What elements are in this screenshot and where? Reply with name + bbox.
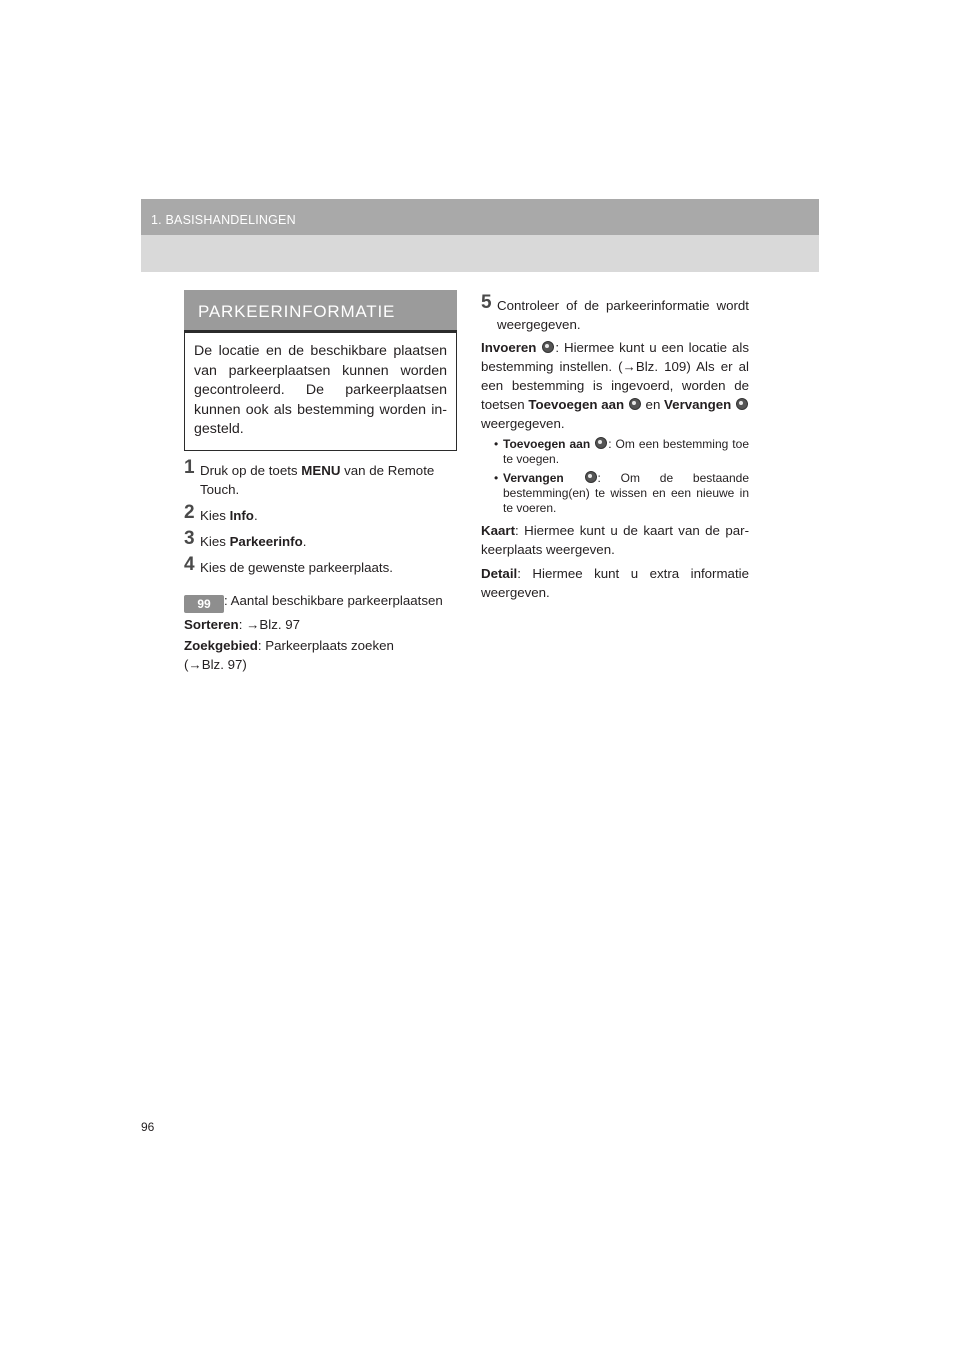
intro-text: De locatie en de beschikbare plaatsen van parkeerplaatsen kunnen worden gecontroleerd. De parkeerplaatsen kunnen ook als bestemming worden in-gesteld. bbox=[194, 343, 447, 437]
invoeren-paragraph bbox=[481, 338, 749, 433]
section-title: PARKEERINFORMATIE bbox=[198, 302, 396, 321]
button-icon bbox=[542, 341, 554, 353]
step-key: Parkeerinfo bbox=[229, 533, 303, 549]
button-icon bbox=[736, 398, 748, 410]
step-text: Kies bbox=[200, 507, 230, 523]
right-column bbox=[481, 292, 749, 602]
step-text: Kies de gewenste parkeerplaats. bbox=[200, 559, 393, 575]
section-label: 1. BASISHANDELINGEN bbox=[151, 213, 296, 227]
step-text: van de Remote Touch. bbox=[200, 462, 435, 497]
step-key: Info bbox=[229, 507, 254, 523]
detail-text: : Hiermee kunt u extra informatie weergeven. bbox=[481, 566, 749, 600]
kaart-label: Kaart bbox=[481, 523, 515, 538]
step-number: 1 bbox=[184, 456, 195, 478]
search-area-text: : Parkeerplaats zoeken bbox=[257, 637, 394, 653]
toevoegen-label: Toevoegen aan bbox=[528, 397, 625, 412]
parking-count-badge: 99 bbox=[184, 595, 224, 613]
bullet-text: : Om de bestaande bestemming(en) te wissen en een nieuwe in te voeren. bbox=[503, 471, 749, 515]
step-5 bbox=[481, 292, 749, 334]
search-area-row bbox=[184, 636, 457, 655]
left-column bbox=[184, 290, 457, 674]
step-3 bbox=[184, 527, 457, 551]
step-1 bbox=[184, 456, 457, 499]
button-icon bbox=[595, 437, 607, 449]
section-heading bbox=[184, 290, 457, 333]
step-text: Controleer of de parkeerinformatie wordt weergegeven. bbox=[497, 298, 749, 332]
bullet-dot: • bbox=[494, 437, 499, 451]
sort-row bbox=[184, 615, 457, 634]
badge-row bbox=[184, 591, 457, 613]
detail-paragraph bbox=[481, 564, 749, 602]
detail-label: Detail bbox=[481, 566, 518, 581]
invoeren-text: : Hiermee kunt u een locatie als bestemming instellen. (→Blz. 109) Als er al een bestemming is ingevoerd, worden de toetsen bbox=[481, 340, 749, 412]
step-text: . bbox=[302, 533, 307, 549]
step-number: 2 bbox=[184, 501, 195, 523]
step-number: 5 bbox=[481, 292, 492, 313]
invoeren-text-end: weergegeven. bbox=[481, 416, 565, 431]
bullet-label: Toevoegen aan bbox=[503, 437, 591, 451]
bullet-vervangen bbox=[481, 471, 749, 516]
search-area-label: Zoekgebied bbox=[184, 637, 258, 653]
bullet-dot: • bbox=[494, 471, 499, 485]
step-text: Druk op de toets bbox=[200, 462, 302, 478]
kaart-paragraph bbox=[481, 521, 749, 559]
en-text: en bbox=[641, 397, 665, 412]
sort-label: Sorteren bbox=[184, 616, 239, 632]
step-text: . bbox=[253, 507, 258, 523]
step-key: MENU bbox=[301, 462, 341, 478]
bullet-toevoegen bbox=[481, 437, 749, 467]
bullet-label: Vervangen bbox=[503, 471, 564, 485]
invoeren-label: Invoeren bbox=[481, 340, 537, 355]
step-4 bbox=[184, 553, 457, 577]
step-number: 3 bbox=[184, 527, 195, 549]
badge-description: : Aantal beschikbare parkeerplaatsen bbox=[224, 592, 443, 608]
button-icon bbox=[585, 471, 597, 483]
step-2 bbox=[184, 501, 457, 525]
search-area-ref: (→Blz. 97) bbox=[184, 656, 247, 672]
header-band bbox=[141, 199, 819, 272]
kaart-text: : Hiermee kunt u de kaart van de par-keerplaats weergeven. bbox=[481, 523, 749, 557]
step-text: Kies bbox=[200, 533, 230, 549]
page-number: 96 bbox=[141, 1120, 155, 1134]
button-icon bbox=[629, 398, 641, 410]
vervangen-label: Vervangen bbox=[664, 397, 732, 412]
bullet-text: : Om een bestemming toe te voegen. bbox=[503, 437, 749, 466]
step-number: 4 bbox=[184, 553, 195, 575]
sort-text: : →Blz. 97 bbox=[238, 616, 301, 632]
intro-box bbox=[184, 333, 457, 451]
